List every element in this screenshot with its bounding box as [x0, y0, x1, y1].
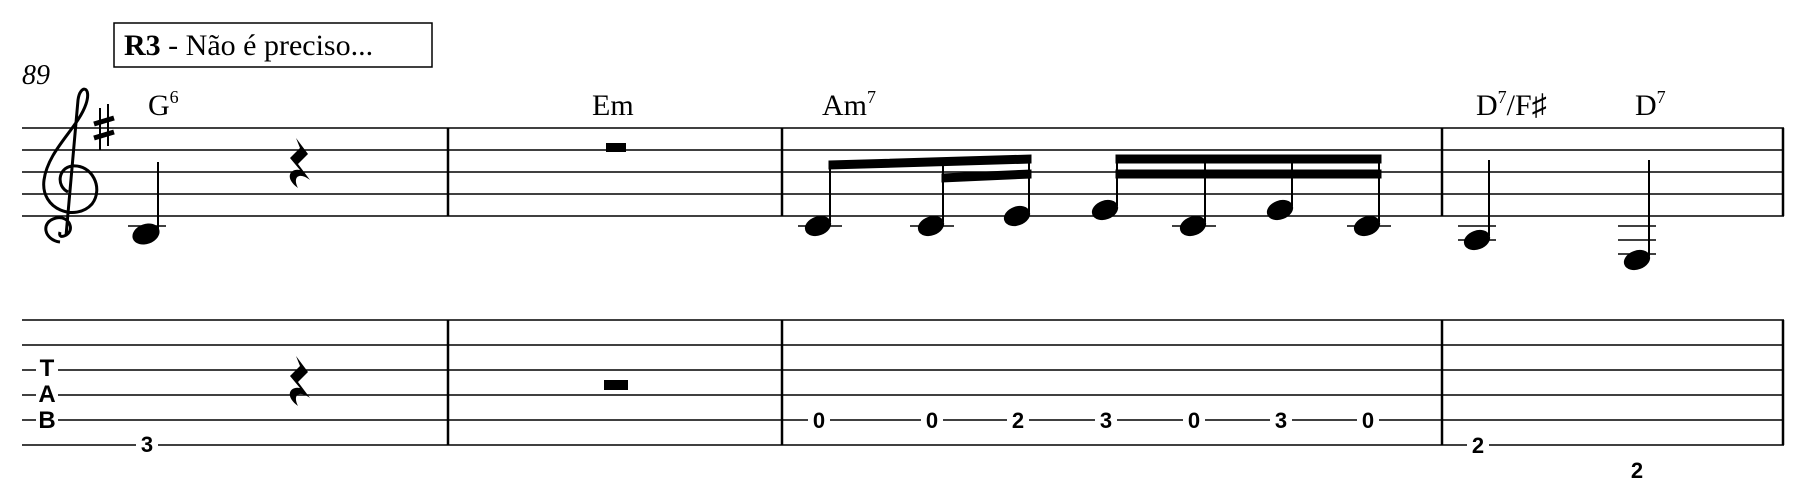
notehead	[1622, 247, 1653, 273]
notehead	[1352, 213, 1383, 239]
tab-quarter-rest	[290, 356, 310, 406]
notehead	[1265, 197, 1296, 223]
notehead	[803, 213, 834, 239]
notehead	[1002, 203, 1033, 229]
tab-fret-number: 2	[1471, 433, 1485, 458]
tab-fret-number: 0	[925, 408, 939, 433]
tab-clef	[36, 354, 58, 434]
notehead	[916, 213, 947, 239]
tab-fret-number: 3	[1274, 408, 1288, 433]
whole-rest	[606, 143, 626, 152]
chord-symbols	[148, 87, 1666, 122]
beamed-group-1	[798, 155, 1032, 239]
measure-number: 89	[22, 60, 50, 91]
svg-text:A: A	[38, 381, 56, 408]
tab-fret-number: 0	[1187, 408, 1201, 433]
tab-fret-number: 0	[812, 408, 826, 433]
notehead	[1178, 213, 1209, 239]
rehearsal-title: - Não é preciso...	[160, 29, 374, 62]
beam	[1116, 170, 1381, 178]
beam	[1116, 155, 1381, 163]
tab-whole-rest	[604, 380, 628, 390]
chord-symbol: $D^7$	[1635, 87, 1666, 122]
beam	[829, 155, 1031, 169]
beamed-group-2	[1090, 155, 1391, 239]
note-d-half-1	[1458, 160, 1496, 253]
svg-text:B: B	[38, 407, 56, 434]
tab-fret-number: 2	[1630, 458, 1644, 483]
quarter-rest	[290, 138, 310, 188]
key-signature-sharp	[94, 104, 114, 150]
tab-fret-number: 0	[1361, 408, 1375, 433]
tab-fret-number: 3	[1099, 408, 1113, 433]
chord-symbol: Am$^7$	[822, 87, 876, 122]
svg-text:T: T	[39, 355, 55, 382]
tab-fret-number: 2	[1011, 408, 1025, 433]
chord-symbol: Em	[592, 89, 634, 122]
notehead	[1462, 227, 1493, 253]
tab-fret-number: 3	[140, 432, 154, 457]
rehearsal-text	[124, 29, 373, 62]
rehearsal-mark	[114, 23, 432, 67]
chord-symbol: $G^6$	[148, 87, 179, 122]
chord-symbol: $D^7/F♯$	[1476, 87, 1547, 122]
treble-clef	[44, 89, 97, 242]
notehead	[1090, 197, 1121, 223]
note-g-half	[128, 162, 166, 248]
rehearsal-letter: R3	[124, 29, 161, 62]
tab-staff	[22, 320, 1784, 445]
notation-staff	[22, 128, 1784, 216]
